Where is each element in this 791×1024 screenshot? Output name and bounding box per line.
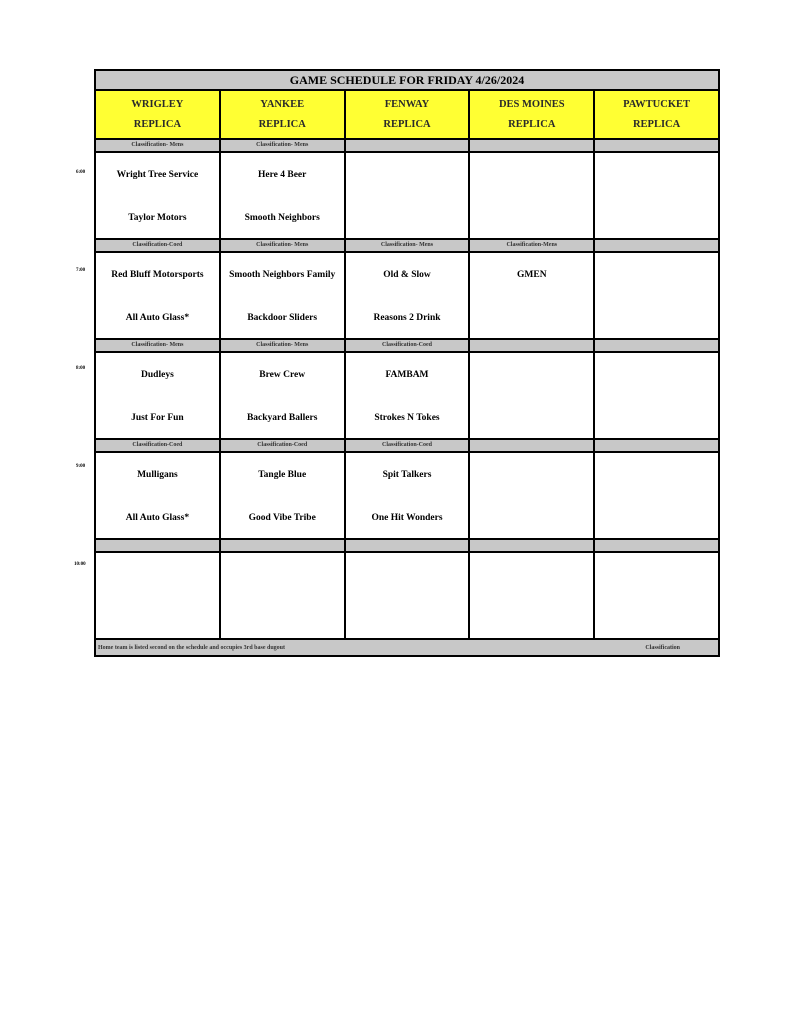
home-team: Just For Fun — [131, 413, 184, 423]
footer-note: Home team is listed second on the schedule and occupies 3rd base dugout — [98, 644, 286, 651]
classification-cell — [221, 540, 346, 551]
park-header-pawtucket — [595, 91, 718, 138]
classification-cell: Classification-Coed — [221, 440, 346, 451]
classification-cell: Classification-Coed — [346, 340, 471, 351]
game-cell — [346, 553, 471, 638]
park-name: WRIGLEY — [131, 98, 184, 110]
schedule-title: GAME SCHEDULE FOR FRIDAY 4/26/2024 — [96, 71, 718, 91]
game-cell — [221, 553, 346, 638]
classification-row — [96, 240, 718, 253]
home-team: All Auto Glass* — [125, 313, 190, 323]
away-team: Spit Talkers — [382, 470, 432, 480]
classification-cell — [470, 340, 595, 351]
game-cell — [96, 353, 221, 438]
home-team: One Hit Wonders — [371, 513, 443, 523]
game-cell — [595, 153, 718, 238]
classification-cell — [96, 540, 221, 551]
game-cell — [470, 153, 595, 238]
home-team: Taylor Motors — [128, 213, 187, 223]
game-cell — [96, 153, 221, 238]
away-team: Tangle Blue — [258, 470, 307, 480]
park-subtitle: REPLICA — [508, 119, 556, 131]
game-cell — [470, 453, 595, 538]
classification-cell: Classification- Mens — [96, 340, 221, 351]
home-team: All Auto Glass* — [125, 513, 190, 523]
time-label: 10:00 — [74, 562, 86, 567]
home-team: Backdoor Sliders — [247, 313, 318, 323]
home-team: Strokes N Tokes — [374, 413, 440, 423]
park-subtitle: REPLICA — [632, 119, 681, 131]
classification-cell — [595, 340, 718, 351]
game-cell — [221, 153, 346, 238]
game-cell — [595, 353, 718, 438]
classification-cell: Classification-Coed — [346, 440, 471, 451]
park-header-des-moines — [470, 91, 595, 138]
game-cell — [346, 253, 471, 338]
game-cell — [346, 353, 471, 438]
park-header-fenway — [346, 91, 471, 138]
time-label: 8:00 — [76, 366, 86, 371]
game-cell — [346, 153, 471, 238]
classification-cell — [470, 440, 595, 451]
park-subtitle: REPLICA — [258, 119, 306, 131]
classification-cell — [595, 440, 718, 451]
away-team: Old & Slow — [383, 270, 431, 280]
game-cell — [595, 253, 718, 338]
game-row — [96, 353, 718, 440]
game-cell — [96, 253, 221, 338]
park-header-wrigley — [96, 91, 221, 138]
game-cell — [595, 553, 718, 638]
park-name: FENWAY — [384, 98, 430, 110]
game-cell — [470, 553, 595, 638]
schedule-slots — [96, 140, 718, 640]
classification-cell — [346, 540, 471, 551]
classification-cell: Classification- Mens — [221, 340, 346, 351]
classification-cell: Classification- Mens — [346, 240, 471, 251]
time-label: 9:00 — [76, 464, 86, 469]
classification-cell: Classification-Coed — [96, 440, 221, 451]
time-label: 7:00 — [76, 268, 86, 273]
game-cell — [221, 453, 346, 538]
classification-cell: Classification-Mens — [470, 240, 595, 251]
game-row — [96, 553, 718, 640]
away-team: Dudleys — [141, 370, 174, 380]
classification-row — [96, 440, 718, 453]
away-team: Smooth Neighbors Family — [229, 270, 336, 280]
classification-cell: Classification- Mens — [221, 140, 346, 151]
game-cell — [221, 253, 346, 338]
away-team: Red Bluff Motorsports — [111, 270, 204, 280]
game-cell — [96, 453, 221, 538]
park-subtitle: REPLICA — [383, 119, 431, 131]
home-team: Good Vibe Tribe — [248, 513, 316, 523]
home-team: Smooth Neighbors — [244, 213, 320, 223]
away-team: FAMBAM — [385, 370, 429, 380]
classification-cell — [595, 140, 718, 151]
classification-cell: Classification- Mens — [96, 140, 221, 151]
away-team: Here 4 Beer — [258, 170, 307, 180]
home-team: Reasons 2 Drink — [373, 313, 441, 323]
game-row — [96, 153, 718, 240]
classification-row — [96, 540, 718, 553]
park-header-yankee — [221, 91, 346, 138]
game-row — [96, 453, 718, 540]
classification-cell — [595, 240, 718, 251]
away-team: Mulligans — [137, 470, 178, 480]
schedule-footer — [96, 640, 718, 655]
park-header-row — [96, 91, 718, 140]
game-cell — [221, 353, 346, 438]
classification-row — [96, 340, 718, 353]
classification-cell: Classification- Mens — [221, 240, 346, 251]
game-cell — [470, 353, 595, 438]
classification-cell — [470, 540, 595, 551]
away-team: GMEN — [517, 270, 547, 280]
classification-cell — [595, 540, 718, 551]
game-cell — [595, 453, 718, 538]
home-team: Backyard Ballers — [246, 413, 318, 423]
classification-row — [96, 140, 718, 153]
game-row — [96, 253, 718, 340]
footer-classification-label: Classification — [645, 644, 680, 651]
game-cell — [470, 253, 595, 338]
classification-cell: Classification-Coed — [96, 240, 221, 251]
away-team: Brew Crew — [259, 370, 306, 380]
time-label: 6:00 — [76, 170, 86, 175]
schedule-sheet — [94, 69, 720, 657]
classification-cell — [470, 140, 595, 151]
park-name: PAWTUCKET — [623, 98, 691, 110]
away-team: Wright Tree Service — [116, 170, 199, 180]
park-name: YANKEE — [260, 98, 305, 110]
park-subtitle: REPLICA — [133, 119, 182, 131]
classification-cell — [346, 140, 471, 151]
game-cell — [96, 553, 221, 638]
park-name: DES MOINES — [498, 98, 565, 110]
game-cell — [346, 453, 471, 538]
